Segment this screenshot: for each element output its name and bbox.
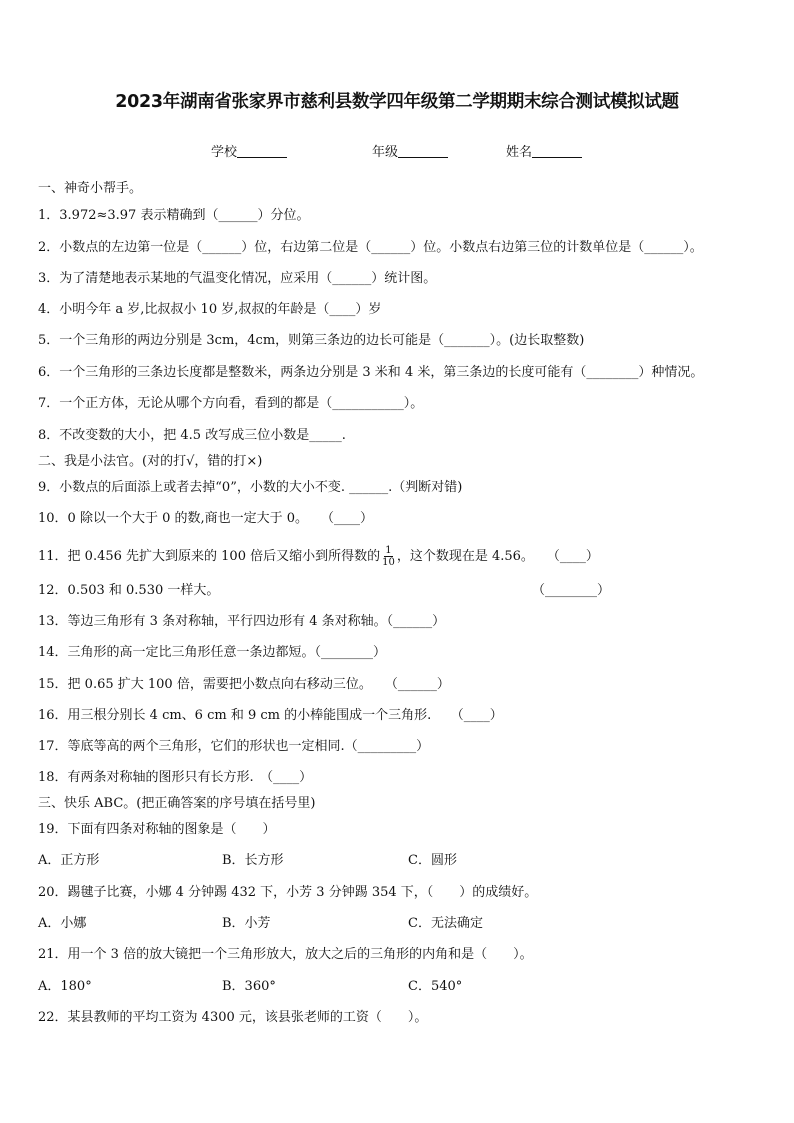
question-11-part-2: ，这个数现在是 4.56。 （____）	[396, 549, 599, 564]
q21-option-c[interactable]: C．540°	[408, 979, 463, 994]
page-title: 2023年湖南省张家界市慈利县数学四年级第二学期期末综合测试模拟试题	[115, 92, 679, 112]
question-19: 19．下面有四条对称轴的图象是（ ）	[38, 822, 276, 837]
question-10: 10．0 除以一个大于 0 的数,商也一定大于 0。 （____）	[38, 511, 374, 526]
name-label: 姓名	[506, 145, 533, 160]
name-field	[506, 141, 582, 160]
q21-option-b[interactable]: B．360°	[222, 979, 276, 994]
grade-blank[interactable]	[398, 143, 448, 158]
question-2: 2．小数点的左边第一位是（______）位，右边第二位是（______）位。小数点右边第三位的计数单位是（______）。	[38, 240, 703, 255]
school-field	[211, 141, 287, 160]
q19-option-a[interactable]: A．正方形	[38, 853, 100, 868]
question-8: 8．不改变数的大小，把 4.5 改写成三位小数是_____.	[38, 428, 346, 443]
question-21: 21．用一个 3 倍的放大镜把一个三角形放大，放大之后的三角形的内角和是（ ）。	[38, 947, 533, 962]
question-18: 18．有两条对称轴的图形只有长方形. （____）	[38, 770, 313, 785]
fraction-denominator: 10	[382, 557, 395, 568]
question-7: 7．一个正方体，无论从哪个方向看，看到的都是（___________）。	[38, 396, 424, 411]
question-6: 6．一个三角形的三条边长度都是整数米，两条边分别是 3 米和 4 米，第三条边的长度可能有（________）种情况。	[38, 365, 704, 380]
question-9: 9．小数点的后面添上或者去掉“0”，小数的大小不变. ______.（判断对错)	[38, 480, 463, 495]
school-blank[interactable]	[237, 143, 287, 158]
question-3: 3．为了清楚地表示某地的气温变化情况，应采用（______）统计图。	[38, 271, 437, 286]
name-blank[interactable]	[532, 143, 582, 158]
question-12-answer[interactable]: （________）	[532, 583, 611, 598]
question-16: 16．用三根分别长 4 cm、6 cm 和 9 cm 的小棒能围成一个三角形. （____）	[38, 708, 503, 723]
question-14: 14．三角形的高一定比三角形任意一条边都短。（________）	[38, 645, 387, 660]
q20-option-a[interactable]: A．小娜	[38, 916, 87, 931]
question-15: 15．把 0.65 扩大 100 倍，需要把小数点向右移动三位。 （______）	[38, 677, 450, 692]
section-heading-3: 三、快乐 ABC。(把正确答案的序号填在括号里)	[38, 796, 316, 811]
school-label: 学校	[211, 145, 238, 160]
fraction	[381, 545, 396, 568]
question-11-part-1: 11．把 0.456 先扩大到原来的 100 倍后又缩小到所得数的	[38, 549, 381, 564]
question-11	[38, 545, 599, 568]
q19-option-b[interactable]: B．长方形	[222, 853, 284, 868]
question-20: 20．踢毽子比赛，小娜 4 分钟踢 432 下，小芳 3 分钟踢 354 下，（ ）的成绩好。	[38, 885, 538, 900]
q20-option-c[interactable]: C．无法确定	[408, 916, 483, 931]
question-5: 5．一个三角形的两边分别是 3cm，4cm，则第三条边的边长可能是（_______）。(边长取整数)	[38, 333, 585, 348]
grade-label: 年级	[372, 145, 399, 160]
question-13: 13．等边三角形有 3 条对称轴，平行四边形有 4 条对称轴。（______）	[38, 614, 446, 629]
question-12: 12．0.503 和 0.530 一样大。	[38, 583, 220, 598]
q20-option-b[interactable]: B．小芳	[222, 916, 271, 931]
grade-field	[372, 141, 448, 160]
section-heading-1: 一、神奇小帮手。	[38, 181, 143, 196]
section-heading-2: 二、我是小法官。(对的打√，错的打×)	[38, 454, 263, 469]
q19-option-c[interactable]: C．圆形	[408, 853, 457, 868]
question-17: 17．等底等高的两个三角形，它们的形状也一定相同.（_________）	[38, 739, 430, 754]
question-22: 22．某县教师的平均工资为 4300 元，该县张老师的工资（ ）。	[38, 1010, 428, 1025]
q21-option-a[interactable]: A．180°	[38, 979, 92, 994]
fraction-numerator: 1	[385, 545, 392, 556]
question-4: 4．小明今年 a 岁,比叔叔小 10 岁,叔叔的年龄是（____）岁	[38, 302, 382, 317]
question-1: 1．3.972≈3.97 表示精确到（______）分位。	[38, 208, 310, 223]
